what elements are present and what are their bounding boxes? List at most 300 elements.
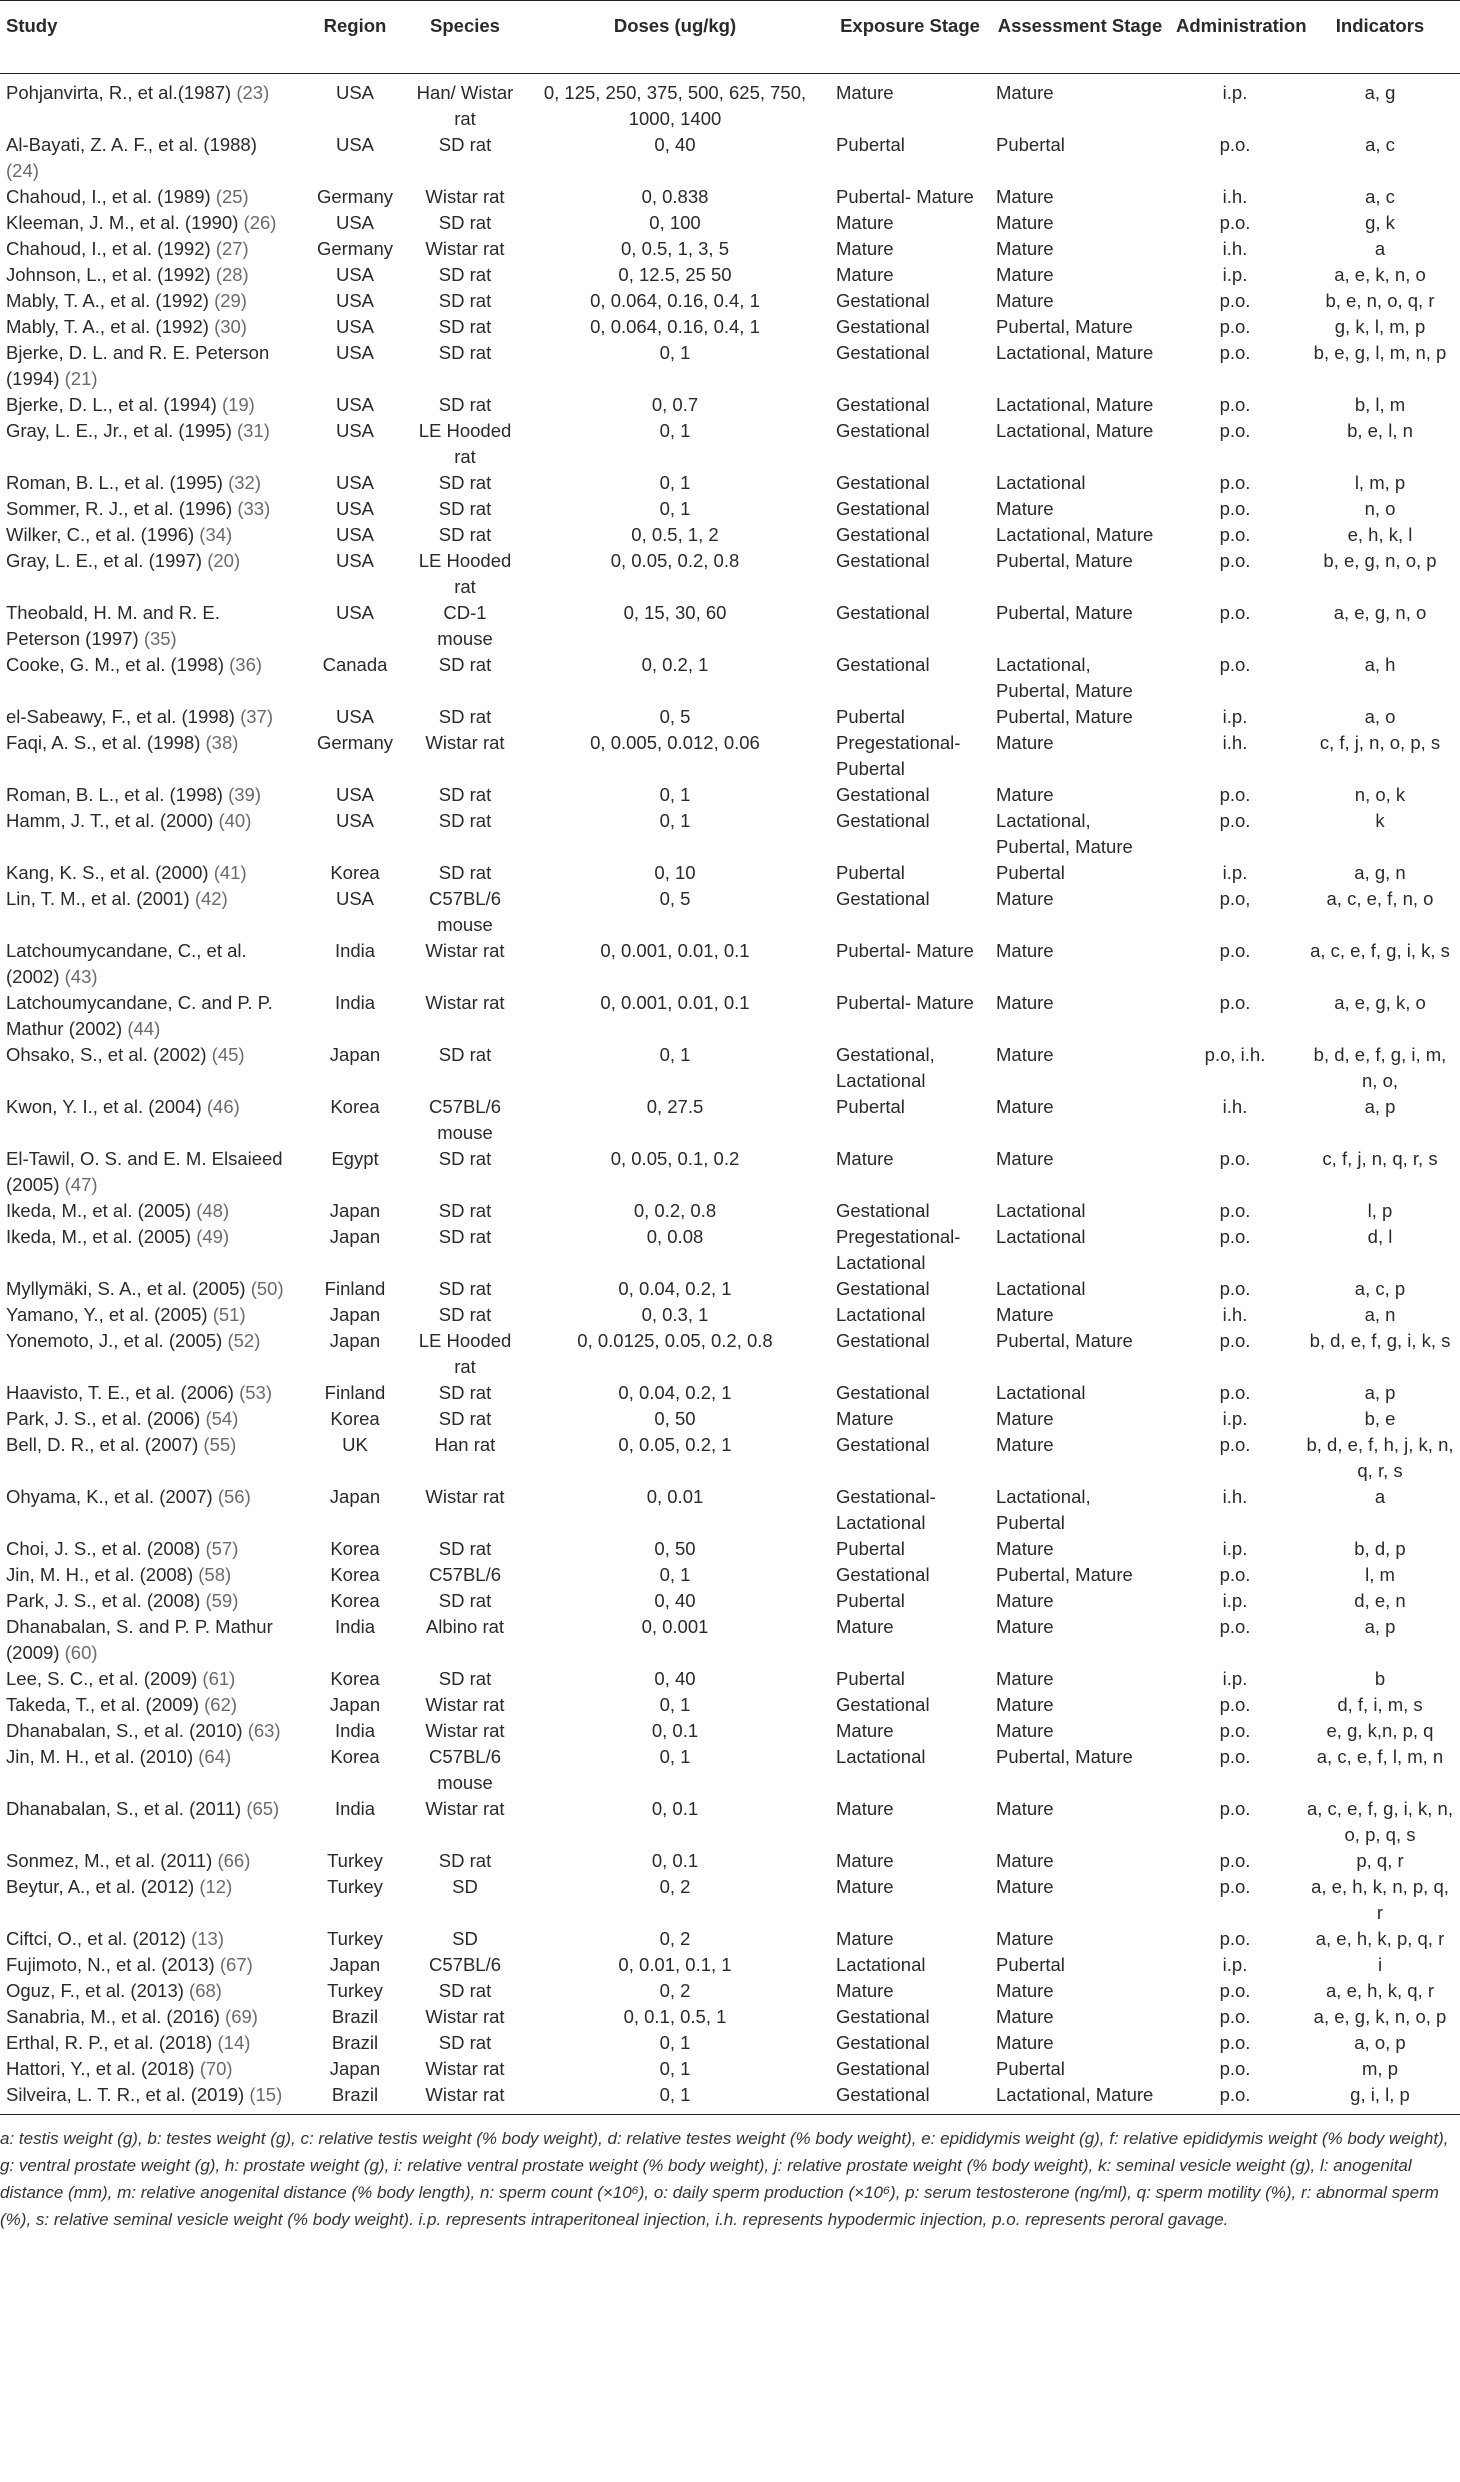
- cell-administration: p.o.: [1219, 524, 1251, 545]
- cell-assessment-stage: Mature: [996, 212, 1054, 233]
- cell-region: Finland: [324, 1382, 386, 1403]
- cell-species: SD rat: [438, 472, 492, 493]
- cell-indicators: g, k, l, m, p: [1334, 316, 1426, 337]
- cell-species: SD rat: [438, 342, 492, 363]
- cell-region: India: [334, 940, 376, 961]
- cell-species: CD-1 mouse: [437, 602, 493, 649]
- reference-link[interactable]: (14): [217, 2032, 251, 2053]
- table-row: [0, 2004, 1460, 2030]
- cell-study: [0, 184, 300, 210]
- reference-link[interactable]: (15): [249, 2084, 283, 2105]
- table-row: [0, 938, 1460, 990]
- study-citation: Kwon, Y. I., et al. (2004): [6, 1096, 202, 1117]
- cell-region: USA: [335, 212, 375, 233]
- table-row: [0, 1952, 1460, 1978]
- cell-study: [0, 860, 300, 886]
- cell-administration: i.h.: [1222, 1304, 1248, 1325]
- cell-doses: 0, 0.064, 0.16, 0.4, 1: [590, 290, 760, 311]
- cell-indicators: d, l: [1367, 1226, 1393, 1247]
- cell-administration: p.o.: [1219, 654, 1251, 675]
- study-citation: Latchoumycandane, C. and P. P. Mathur (2002): [6, 992, 273, 1039]
- cell-region: USA: [335, 498, 375, 519]
- cell-species: Wistar rat: [425, 2006, 505, 2027]
- cell-indicators: a, g: [1364, 82, 1396, 103]
- cell-doses: 0, 40: [654, 1590, 696, 1611]
- reference-link[interactable]: (38): [205, 732, 239, 753]
- cell-exposure-stage: Gestational, Lactational: [836, 1044, 935, 1091]
- cell-species: SD rat: [438, 2032, 492, 2053]
- cell-region: Germany: [316, 186, 394, 207]
- cell-assessment-stage: Pubertal, Mature: [996, 316, 1133, 337]
- cell-indicators: a, c, e, f, l, m, n: [1316, 1746, 1444, 1767]
- cell-exposure-stage: Gestational: [836, 1200, 930, 1221]
- cell-assessment-stage: Mature: [996, 1434, 1054, 1455]
- reference-link[interactable]: (44): [127, 1018, 161, 1039]
- cell-administration: p.o.: [1219, 810, 1251, 831]
- cell-assessment-stage: Mature: [996, 238, 1054, 259]
- cell-region: Korea: [330, 1096, 380, 1117]
- table-row: [0, 1224, 1460, 1276]
- cell-doses: 0, 0.0125, 0.05, 0.2, 0.8: [577, 1330, 773, 1351]
- reference-link[interactable]: (35): [143, 628, 177, 649]
- cell-administration: i.h.: [1222, 1096, 1248, 1117]
- reference-link[interactable]: (34): [199, 524, 233, 545]
- cell-administration: p.o.: [1219, 316, 1251, 337]
- reference-link[interactable]: (67): [219, 1954, 253, 1975]
- cell-administration: p.o.: [1219, 212, 1251, 233]
- reference-link[interactable]: (31): [237, 420, 270, 441]
- cell-assessment-stage: Mature: [996, 732, 1054, 753]
- cell-study: [0, 418, 300, 470]
- cell-study: [0, 600, 300, 652]
- study-citation: Roman, B. L., et al. (1995): [6, 472, 223, 493]
- cell-exposure-stage: Mature: [836, 1850, 894, 1871]
- cell-exposure-stage: Gestational: [836, 550, 930, 571]
- table-row: [0, 132, 1460, 184]
- reference-link[interactable]: (70): [199, 2058, 233, 2079]
- reference-link[interactable]: (65): [246, 1798, 280, 1819]
- cell-species: Albino rat: [425, 1616, 505, 1637]
- reference-link[interactable]: (33): [237, 498, 271, 519]
- cell-administration: p.o.: [1219, 1876, 1251, 1897]
- cell-study: [0, 990, 300, 1042]
- reference-link[interactable]: (45): [211, 1044, 245, 1065]
- study-citation: Roman, B. L., et al. (1998): [6, 784, 223, 805]
- cell-assessment-stage: Mature: [996, 784, 1054, 805]
- reference-link[interactable]: (12): [199, 1876, 233, 1897]
- study-citation: Sonmez, M., et al. (2011): [6, 1850, 213, 1871]
- cell-doses: 0, 0.05, 0.2, 0.8: [610, 550, 740, 571]
- cell-doses: 0, 0.001, 0.01, 0.1: [600, 940, 750, 961]
- reference-link[interactable]: (56): [217, 1486, 251, 1507]
- cell-exposure-stage: Gestational: [836, 1278, 930, 1299]
- cell-doses: 0, 1: [659, 2032, 691, 2053]
- cell-region: USA: [335, 550, 375, 571]
- cell-region: Turkey: [327, 1850, 383, 1871]
- reference-link[interactable]: (58): [198, 1564, 232, 1585]
- cell-assessment-stage: Lactational: [996, 1200, 1086, 1221]
- cell-species: C57BL/6: [429, 1954, 501, 1975]
- table-row: [0, 1302, 1460, 1328]
- cell-study: [0, 886, 300, 938]
- cell-study: [0, 1328, 300, 1380]
- study-citation: Jin, M. H., et al. (2008): [6, 1564, 194, 1585]
- cell-exposure-stage: Mature: [836, 1980, 894, 2001]
- cell-administration: p.o.: [1219, 1980, 1251, 2001]
- reference-link[interactable]: (43): [64, 966, 98, 987]
- cell-study: [0, 704, 300, 730]
- cell-assessment-stage: Mature: [996, 1538, 1054, 1559]
- cell-region: Korea: [330, 1668, 380, 1689]
- cell-assessment-stage: Pubertal, Mature: [996, 1564, 1133, 1585]
- reference-link[interactable]: (32): [228, 472, 262, 493]
- reference-link[interactable]: (21): [64, 368, 98, 389]
- cell-indicators: b, e: [1364, 1408, 1396, 1429]
- reference-link[interactable]: (37): [240, 706, 274, 727]
- cell-doses: 0, 1: [659, 342, 691, 363]
- cell-study: [0, 314, 300, 340]
- cell-doses: 0, 0.005, 0.012, 0.06: [590, 732, 760, 753]
- reference-link[interactable]: (20): [207, 550, 241, 571]
- cell-study: [0, 1952, 300, 1978]
- cell-indicators: a, c: [1365, 186, 1395, 207]
- study-citation: El-Tawil, O. S. and E. M. Elsaieed (2005): [6, 1148, 283, 1195]
- study-citation: Park, J. S., et al. (2006): [6, 1408, 201, 1429]
- table-row: [0, 548, 1460, 600]
- cell-region: USA: [335, 810, 375, 831]
- cell-administration: p.o.: [1219, 1200, 1251, 1221]
- cell-species: SD rat: [438, 1148, 492, 1169]
- study-citation: Oguz, F., et al. (2013): [6, 1980, 184, 2001]
- cell-doses: 0, 0.5, 1, 3, 5: [621, 238, 729, 259]
- cell-indicators: a, p: [1364, 1616, 1396, 1637]
- cell-assessment-stage: Pubertal: [996, 862, 1065, 883]
- reference-link[interactable]: (46): [206, 1096, 240, 1117]
- cell-species: Han/ Wistar rat: [416, 82, 514, 129]
- table-row: [0, 600, 1460, 652]
- cell-region: Turkey: [327, 1876, 383, 1897]
- cell-exposure-stage: Gestational: [836, 394, 930, 415]
- cell-assessment-stage: Pubertal, Mature: [996, 550, 1133, 571]
- table-row: [0, 314, 1460, 340]
- reference-link[interactable]: (36): [229, 654, 263, 675]
- study-citation: Silveira, L. T. R., et al. (2019): [6, 2084, 245, 2105]
- cell-region: Korea: [330, 862, 380, 883]
- cell-exposure-stage: Gestational: [836, 1330, 930, 1351]
- cell-indicators: m, p: [1362, 2058, 1398, 2079]
- table-row: [0, 990, 1460, 1042]
- reference-link[interactable]: (66): [217, 1850, 251, 1871]
- cell-region: Japan: [329, 1200, 381, 1221]
- study-citation: Pohjanvirta, R., et al.(1987): [6, 82, 232, 103]
- reference-link[interactable]: (39): [228, 784, 262, 805]
- cell-indicators: b, e, g, l, m, n, p: [1313, 342, 1447, 363]
- cell-doses: 0, 0.2, 0.8: [633, 1200, 717, 1221]
- reference-link[interactable]: (29): [214, 290, 247, 311]
- study-citation: Park, J. S., et al. (2008): [6, 1590, 201, 1611]
- cell-exposure-stage: Lactational: [836, 1304, 926, 1325]
- cell-study: [0, 236, 300, 262]
- reference-link[interactable]: (23): [236, 82, 270, 103]
- cell-doses: 0, 1: [659, 1044, 691, 1065]
- reference-link[interactable]: (53): [239, 1382, 272, 1403]
- cell-indicators: a, p: [1364, 1382, 1396, 1403]
- cell-region: Japan: [329, 1486, 381, 1507]
- cell-region: Turkey: [327, 1980, 383, 2001]
- cell-indicators: a, e, g, k, n, o, p: [1313, 2006, 1447, 2027]
- cell-species: SD rat: [438, 706, 492, 727]
- cell-study: [0, 1484, 300, 1536]
- study-citation: Dhanabalan, S. and P. P. Mathur (2009): [6, 1616, 273, 1663]
- cell-exposure-stage: Pubertal: [836, 134, 905, 155]
- cell-region: Finland: [324, 1278, 386, 1299]
- reference-link[interactable]: (48): [196, 1200, 230, 1221]
- table-row: [0, 1198, 1460, 1224]
- cell-doses: 0, 0.05, 0.2, 1: [618, 1434, 732, 1455]
- cell-species: SD rat: [438, 1668, 492, 1689]
- cell-doses: 0, 1: [520, 2082, 830, 2115]
- cell-assessment-stage: Mature: [996, 2006, 1054, 2027]
- cell-doses: 0, 100: [649, 212, 701, 233]
- cell-species: SD rat: [438, 264, 492, 285]
- cell-indicators: a, o, p: [1354, 2032, 1406, 2053]
- cell-doses: 0, 1: [659, 472, 691, 493]
- cell-exposure-stage: Pubertal: [836, 706, 905, 727]
- study-citation: Bell, D. R., et al. (2007): [6, 1434, 199, 1455]
- study-citation: Mably, T. A., et al. (1992): [6, 290, 209, 311]
- cell-assessment-stage: Pubertal: [996, 2058, 1065, 2079]
- cell-species: Wistar rat: [410, 2082, 520, 2115]
- cell-species: Wistar rat: [425, 2058, 505, 2079]
- cell-exposure-stage: Gestational: [836, 420, 930, 441]
- cell-species: Wistar rat: [425, 992, 505, 1013]
- reference-link[interactable]: (40): [218, 810, 252, 831]
- table-row: [0, 1692, 1460, 1718]
- study-citation: Yamano, Y., et al. (2005): [6, 1304, 208, 1325]
- cell-indicators: a: [1374, 1486, 1386, 1507]
- cell-region: Korea: [330, 1564, 380, 1585]
- reference-link[interactable]: (19): [221, 394, 255, 415]
- cell-administration: i.p.: [1222, 1954, 1248, 1975]
- cell-exposure-stage: Pubertal: [836, 1668, 905, 1689]
- reference-link[interactable]: (41): [213, 862, 247, 883]
- cell-exposure-stage: Gestational: [836, 654, 930, 675]
- table-row: [0, 2056, 1460, 2082]
- cell-doses: 0, 0.08: [646, 1226, 704, 1247]
- reference-link[interactable]: (69): [225, 2006, 258, 2027]
- reference-link[interactable]: (54): [205, 1408, 239, 1429]
- cell-study: [0, 74, 300, 133]
- cell-indicators: i: [1377, 1954, 1383, 1975]
- table-row: [0, 496, 1460, 522]
- cell-indicators: a, e, h, k, q, r: [1326, 1980, 1434, 2001]
- cell-exposure-stage: Mature: [836, 1408, 894, 1429]
- reference-link[interactable]: (55): [203, 1434, 237, 1455]
- table-row: [0, 1666, 1460, 1692]
- study-citation: Lin, T. M., et al. (2001): [6, 888, 190, 909]
- cell-species: SD rat: [438, 784, 492, 805]
- table-row: [0, 1588, 1460, 1614]
- cell-indicators: a, o: [1364, 706, 1396, 727]
- reference-link[interactable]: (49): [196, 1226, 230, 1247]
- table-row: [0, 1744, 1460, 1796]
- cell-species: SD rat: [438, 654, 492, 675]
- cell-administration: i.h.: [1222, 1486, 1248, 1507]
- table-row: [0, 1796, 1460, 1848]
- study-citation: Chahoud, I., et al. (1989): [6, 186, 211, 207]
- table-row: [0, 262, 1460, 288]
- cell-species: Wistar rat: [425, 940, 505, 961]
- study-citation: Haavisto, T. E., et al. (2006): [6, 1382, 234, 1403]
- cell-assessment-stage: Mature: [996, 1668, 1054, 1689]
- cell-doses: 0, 5: [659, 706, 691, 727]
- cell-study: [0, 1744, 300, 1796]
- cell-region: USA: [335, 784, 375, 805]
- study-citation: Bjerke, D. L. and R. E. Peterson (1994): [6, 342, 270, 389]
- reference-link[interactable]: (30): [214, 316, 247, 337]
- cell-study: [0, 1926, 300, 1952]
- cell-exposure-stage: Lactational: [836, 1746, 926, 1767]
- study-citation: Jin, M. H., et al. (2010): [6, 1746, 194, 1767]
- reference-link[interactable]: (61): [202, 1668, 236, 1689]
- reference-link[interactable]: (50): [250, 1278, 284, 1299]
- cell-assessment-stage: Lactational: [996, 1278, 1086, 1299]
- cell-region: Japan: [329, 1226, 381, 1247]
- cell-assessment-stage: Mature: [996, 940, 1054, 961]
- cell-region: Germany: [316, 732, 394, 753]
- reference-link[interactable]: (68): [189, 1980, 222, 2001]
- study-citation: Chahoud, I., et al. (1992): [6, 238, 211, 259]
- cell-species: C57BL/6: [429, 1564, 501, 1585]
- cell-doses: 0, 50: [654, 1408, 696, 1429]
- cell-exposure-stage: Mature: [836, 1798, 894, 1819]
- reference-link[interactable]: (60): [64, 1642, 98, 1663]
- reference-link[interactable]: (24): [6, 160, 39, 181]
- reference-link[interactable]: (25): [215, 186, 249, 207]
- cell-region: Japan: [329, 1044, 381, 1065]
- cell-region: Japan: [329, 1330, 381, 1351]
- cell-doses: 0, 0.3, 1: [641, 1304, 709, 1325]
- cell-region: USA: [335, 706, 375, 727]
- cell-doses: 0, 2: [659, 1876, 691, 1897]
- cell-assessment-stage: Lactational, Mature: [990, 2082, 1170, 2115]
- cell-species: SD rat: [438, 394, 492, 415]
- cell-administration: p.o.: [1219, 1382, 1251, 1403]
- cell-species: SD rat: [438, 1226, 492, 1247]
- cell-species: SD rat: [438, 1304, 492, 1325]
- cell-region: India: [334, 1798, 376, 1819]
- cell-assessment-stage: Lactational, Mature: [996, 342, 1154, 363]
- cell-administration: p.o.: [1219, 394, 1251, 415]
- reference-link[interactable]: (63): [247, 1720, 281, 1741]
- reference-link[interactable]: (27): [215, 238, 249, 259]
- reference-link[interactable]: (28): [215, 264, 249, 285]
- cell-indicators: p, q, r: [1356, 1850, 1404, 1871]
- cell-doses: 0, 40: [654, 1668, 696, 1689]
- cell-administration: p.o,: [1219, 888, 1251, 909]
- cell-doses: 0, 40: [654, 134, 696, 155]
- cell-indicators: a, c: [1365, 134, 1395, 155]
- cell-region: USA: [335, 264, 375, 285]
- cell-administration: i.p.: [1222, 862, 1248, 883]
- cell-exposure-stage: Gestational: [836, 1564, 930, 1585]
- cell-administration: p.o.: [1219, 1434, 1251, 1455]
- cell-assessment-stage: Pubertal, Mature: [996, 706, 1133, 727]
- cell-species: Wistar rat: [425, 1798, 505, 1819]
- study-citation: Myllymäki, S. A., et al. (2005): [6, 1278, 246, 1299]
- cell-exposure-stage: Mature: [836, 82, 894, 103]
- cell-indicators: b: [1374, 1668, 1386, 1689]
- cell-study: [0, 548, 300, 600]
- table-row: [0, 288, 1460, 314]
- table-row: [0, 782, 1460, 808]
- cell-species: SD rat: [438, 524, 492, 545]
- cell-doses: 0, 5: [659, 888, 691, 909]
- cell-assessment-stage: Pubertal: [996, 1954, 1065, 1975]
- table-row: [0, 1432, 1460, 1484]
- table-row: [0, 340, 1460, 392]
- cell-administration: p.o.: [1219, 1720, 1251, 1741]
- cell-exposure-stage: Gestational: [836, 602, 930, 623]
- cell-study: [0, 2082, 300, 2115]
- cell-study: [0, 1692, 300, 1718]
- cell-exposure-stage: Gestational- Lactational: [836, 1486, 936, 1533]
- cell-exposure-stage: Gestational: [836, 524, 930, 545]
- cell-region: Korea: [330, 1590, 380, 1611]
- cell-species: SD rat: [438, 1538, 492, 1559]
- cell-study: [0, 262, 300, 288]
- cell-species: C57BL/6 mouse: [429, 1746, 501, 1793]
- cell-doses: 0, 10: [654, 862, 696, 883]
- cell-administration: p.o.: [1219, 1278, 1251, 1299]
- cell-species: LE Hooded rat: [418, 420, 512, 467]
- cell-indicators: a, p: [1364, 1096, 1396, 1117]
- reference-link[interactable]: (47): [64, 1174, 98, 1195]
- cell-region: Brazil: [300, 2082, 410, 2115]
- reference-link[interactable]: (64): [198, 1746, 232, 1767]
- table-row: [0, 652, 1460, 704]
- cell-indicators: b, d, e, f, h, j, k, n, q, r, s: [1306, 1434, 1454, 1481]
- cell-administration: i.p.: [1222, 82, 1248, 103]
- cell-indicators: b, e, n, o, q, r: [1325, 290, 1435, 311]
- reference-link[interactable]: (13): [191, 1928, 224, 1949]
- reference-link[interactable]: (57): [205, 1538, 239, 1559]
- cell-species: Wistar rat: [425, 1486, 505, 1507]
- cell-study: [0, 938, 300, 990]
- cell-species: Han rat: [434, 1434, 496, 1455]
- reference-link[interactable]: (26): [243, 212, 277, 233]
- study-citation: Ikeda, M., et al. (2005): [6, 1226, 192, 1247]
- cell-region: USA: [335, 602, 375, 623]
- reference-link[interactable]: (52): [227, 1330, 261, 1351]
- cell-species: SD rat: [438, 1200, 492, 1221]
- cell-exposure-stage: Pubertal- Mature: [836, 940, 974, 961]
- table-row: [0, 704, 1460, 730]
- reference-link[interactable]: (42): [194, 888, 228, 909]
- reference-link[interactable]: (62): [204, 1694, 238, 1715]
- cell-administration: p.o.: [1219, 1928, 1251, 1949]
- study-citation: Fujimoto, N., et al. (2013): [6, 1954, 215, 1975]
- cell-indicators: e, g, k,n, p, q: [1326, 1720, 1434, 1741]
- reference-link[interactable]: (51): [212, 1304, 246, 1325]
- table-footnote: a: testis weight (g), b: testes weight (g), c: relative testis weight (% body weight), d: relative testes weight (% body weight), e: epididymis weight (g), f: relative epididymis weight (% body weight), g: ventral prostate weight (g), h: prostate weight (g), i: relative ventral prostate weight (% body weight), j: relative prostate weight (% body weight), k: seminal vesicle weight (g), l: anogenital distance (mm), m: relative anogenital distance (% body length), n: sperm count (×10⁶), o: daily sperm production (×10⁶), p: serum testosterone (ng/ml), q: sperm motility (%), r: abnormal sperm (%), s: relative seminal vesicle weight (% body weight). i.p. represents intraperitoneal injection, i.h. represents hypodermic injection, p.o. represents peroral gavage.: [0, 2129, 1449, 2229]
- study-citation: Dhanabalan, S., et al. (2010): [6, 1720, 243, 1741]
- cell-assessment-stage: Mature: [996, 2032, 1054, 2053]
- cell-indicators: e, h, k, l: [1347, 524, 1413, 545]
- reference-link[interactable]: (59): [205, 1590, 239, 1611]
- cell-doses: 0, 1: [659, 498, 691, 519]
- study-citation: Gray, L. E., Jr., et al. (1995): [6, 420, 232, 441]
